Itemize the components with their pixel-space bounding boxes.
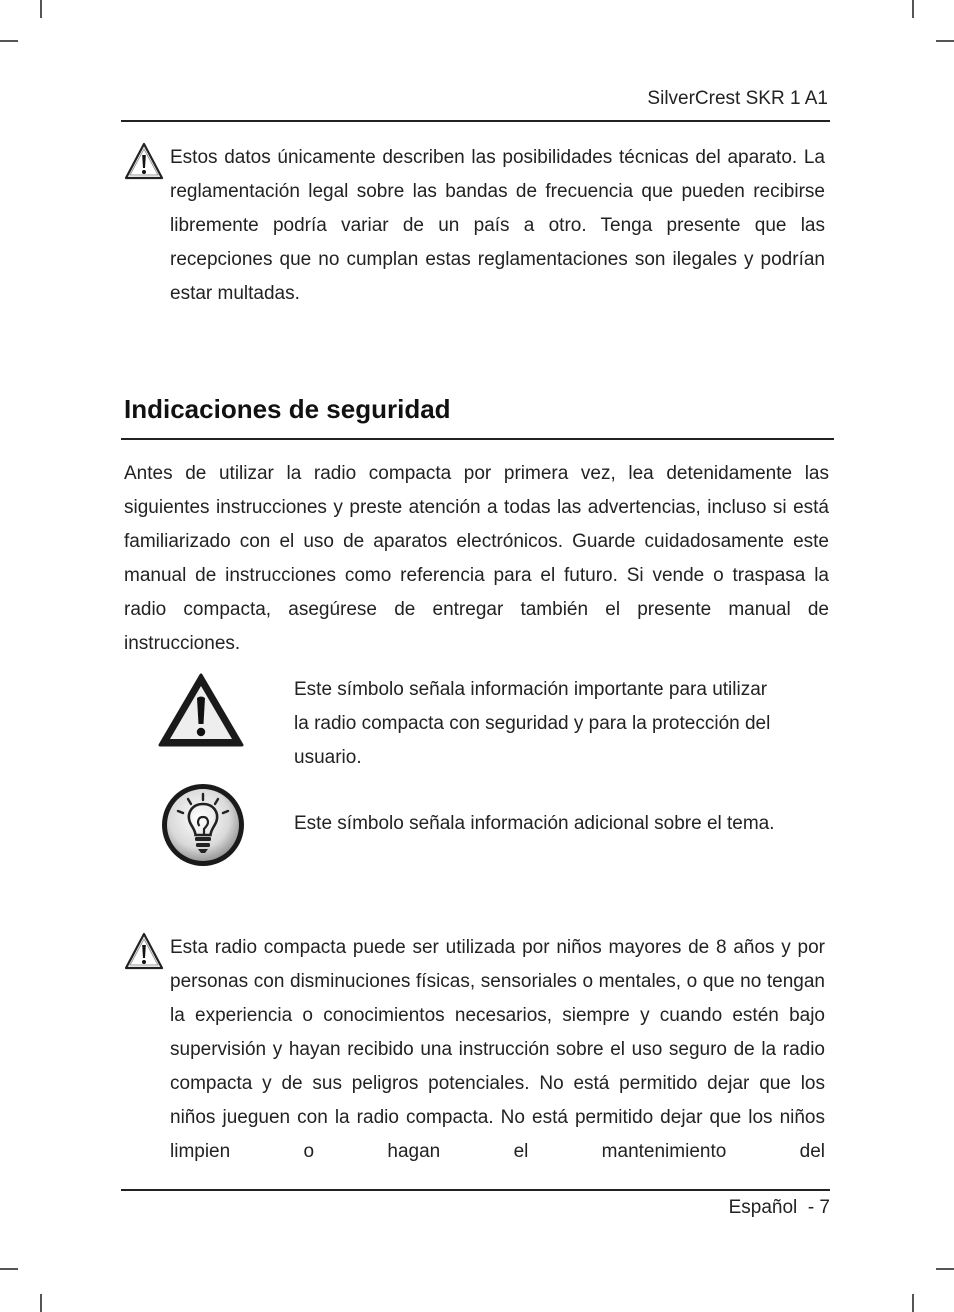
- symbol-text-line: la radio compacta con seguridad y para la protección del: [294, 713, 771, 734]
- heading-rule: [121, 438, 834, 440]
- symbol-description-important: [294, 673, 834, 775]
- crop-mark: [0, 40, 18, 42]
- footer-rule: [121, 1189, 830, 1191]
- crop-mark: [40, 0, 42, 18]
- crop-mark: [0, 1268, 18, 1270]
- crop-mark: [40, 1294, 42, 1312]
- crop-mark: [936, 1268, 954, 1270]
- notice-paragraph: Estos datos únicamente describen las posibilidades técnicas del aparato. La reglamentación legal sobre las bandas de frecuencia que pueden recibirse libremente podría variar de un país a otro. Tenga presente que las recepciones que no cumplan estas reglamentaciones son ilegales y podrían estar multadas.: [170, 147, 825, 304]
- intro-paragraph: Antes de utilizar la radio compacta por primera vez, lea detenidamente las siguientes instrucciones y preste atención a todas las advertencias, incluso si está familiarizado con el uso de aparatos electrónicos. Guarde cuidadosamente este manual de instrucciones como referencia para el futuro. Si vende o traspasa la radio compacta, asegúrese de entregar también el presente manual de instrucciones.: [124, 463, 829, 654]
- running-header: SilverCrest SKR 1 A1: [647, 88, 828, 109]
- section-heading: Indicaciones de seguridad: [124, 394, 451, 424]
- warning-triangle-icon: [157, 672, 245, 748]
- page-number: Español - 7: [728, 1197, 830, 1218]
- crop-mark: [912, 0, 914, 18]
- crop-mark: [936, 40, 954, 42]
- crop-mark: [912, 1294, 914, 1312]
- symbol-description-info: Este símbolo señala información adicional sobre el tema.: [294, 813, 775, 834]
- lightbulb-icon: [160, 782, 246, 868]
- symbol-text-line: Este símbolo señala información importante para utilizar: [294, 679, 768, 700]
- symbol-text-line: usuario.: [294, 747, 362, 768]
- warning-triangle-icon: [124, 932, 164, 970]
- header-rule: [121, 120, 830, 122]
- notice-paragraph: Esta radio compacta puede ser utilizada por niños mayores de 8 años y por personas con disminuciones físicas, sensoriales o mentales, o que no tengan la experiencia o conocimientos necesarios, siempre y cuando estén bajo supervisión y hayan recibido una instrucción sobre el uso seguro de la radio compacta y de sus peligros potenciales. No está permitido dejar que los niños jueguen con la radio compacta. No está permitido dejar que los niños limpien o hagan el mantenimiento del: [170, 937, 825, 1162]
- warning-triangle-icon: [124, 142, 164, 180]
